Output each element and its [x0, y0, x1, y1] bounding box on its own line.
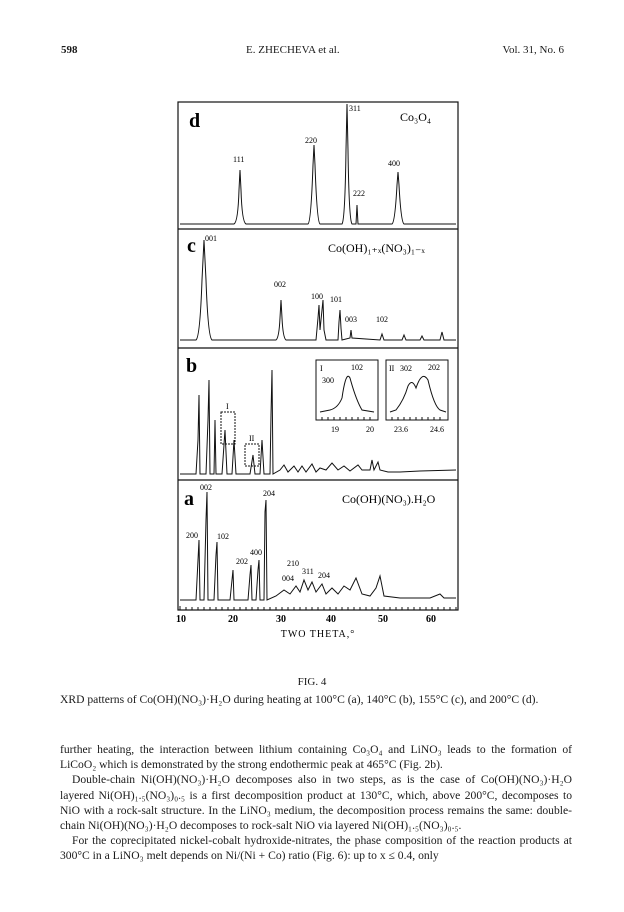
figure-label: FIG. 4 — [297, 676, 327, 688]
journal-volume: Vol. 31, No. 6 — [502, 44, 564, 56]
peak-label: 222 — [353, 189, 365, 198]
peak-label: 400 — [388, 159, 400, 168]
body-text — [60, 742, 572, 864]
peak-label: 002 — [274, 280, 286, 289]
pattern-c — [180, 240, 456, 340]
x-axis-title: TWO THETA,° — [280, 629, 356, 640]
inset-I-marker: I — [320, 364, 323, 373]
panel-d-letter: d — [189, 110, 201, 132]
peak-label: 200 — [186, 531, 198, 540]
inset-peak-label: 300 — [322, 376, 334, 385]
inset-tick-label: 23.6 — [394, 425, 408, 434]
peak-label: 311 — [349, 104, 361, 113]
peak-label: 102 — [217, 532, 229, 541]
inset-II-marker: II — [389, 364, 395, 373]
peak-label: 102 — [376, 315, 388, 324]
peak-label: 100 — [311, 292, 323, 301]
inset-peak-label: 202 — [428, 363, 440, 372]
panel-a — [180, 492, 456, 610]
panel-a-letter: a — [184, 488, 194, 510]
inset-tick-label: 20 — [366, 425, 374, 434]
paragraph: further heating, the interaction between lithium containing Co₃O₄ and LiNO₃ leads to the formation of LiCoO₂ which is demonstrated by the strong endothermic peak at 465°C (Fig. 2b). — [60, 743, 572, 772]
region-box-I — [221, 412, 235, 444]
panel-c — [180, 240, 456, 340]
inset-peak-label: 302 — [400, 364, 412, 373]
peak-label: 400 — [250, 548, 262, 557]
peak-label: 004 — [282, 574, 294, 583]
x-tick-label: 30 — [276, 614, 286, 625]
panel-a-compound: Co(OH)(NO₃).H₂O — [342, 492, 436, 506]
peak-label: 001 — [205, 234, 217, 243]
inset-peak-label: 102 — [351, 363, 363, 372]
paragraph: Double-chain Ni(OH)(NO₃)·H₂O decomposes also in two steps, as is the case of Co(OH)(NO₃)·H₂O layered Ni(OH)₁.₅(NO₃)₀.₅ is a first decomposition product at 130°C, which, above 200°C, decomposes to NiO with a rock-salt structure. In the LiNO₃ medium, the decomposition process remains the same: double-chain Ni(OH)(NO₃)·H₂O decomposes to rock-salt NiO via layered Ni(OH)₁.₅(NO₃)₀.₅. — [60, 773, 572, 833]
x-tick-label: 20 — [228, 614, 238, 625]
region-label-II: II — [249, 434, 255, 443]
inset-II-curve — [390, 376, 446, 412]
peak-label: 202 — [236, 557, 248, 566]
panel-d-compound: Co₃O₄ — [400, 110, 432, 124]
panel-c-compound: Co(OH)₁₊ₓ(NO₃)₁₋ₓ — [328, 241, 425, 255]
inset-tick-label: 19 — [331, 425, 339, 434]
page-number: 598 — [61, 44, 78, 56]
peak-label: 002 — [200, 483, 212, 492]
x-tick-label: 60 — [426, 614, 436, 625]
paragraph: For the coprecipitated nickel-cobalt hydroxide-nitrates, the phase composition of the reaction products at 300°C in a LiNO₃ melt depends on Ni/(Ni + Co) ratio (Fig. 6): up to x ≤ 0.4, only — [60, 834, 572, 863]
panel-b-letter: b — [186, 355, 198, 377]
peak-label: 311 — [302, 567, 314, 576]
peak-label: 220 — [305, 136, 317, 145]
pattern-a — [180, 492, 456, 600]
x-tick-label: 50 — [378, 614, 388, 625]
peak-label: 204 — [318, 571, 330, 580]
panel-b — [180, 360, 456, 474]
peak-label: 204 — [263, 489, 275, 498]
inset-tick-label: 24.6 — [430, 425, 444, 434]
region-label-I: I — [226, 402, 229, 411]
peak-label: 210 — [287, 559, 299, 568]
x-tick-label: 40 — [326, 614, 336, 625]
peak-label: 111 — [233, 155, 245, 164]
panel-c-letter: c — [187, 235, 196, 257]
figure-caption: XRD patterns of Co(OH)(NO₃)·H₂O during heating at 100°C (a), 140°C (b), 155°C (c), and 200°C (d). — [60, 693, 539, 706]
peak-label: 101 — [330, 295, 342, 304]
x-tick-label: 10 — [176, 614, 186, 625]
running-head-authors: E. ZHECHEVA et al. — [246, 44, 340, 56]
peak-label: 003 — [345, 315, 357, 324]
